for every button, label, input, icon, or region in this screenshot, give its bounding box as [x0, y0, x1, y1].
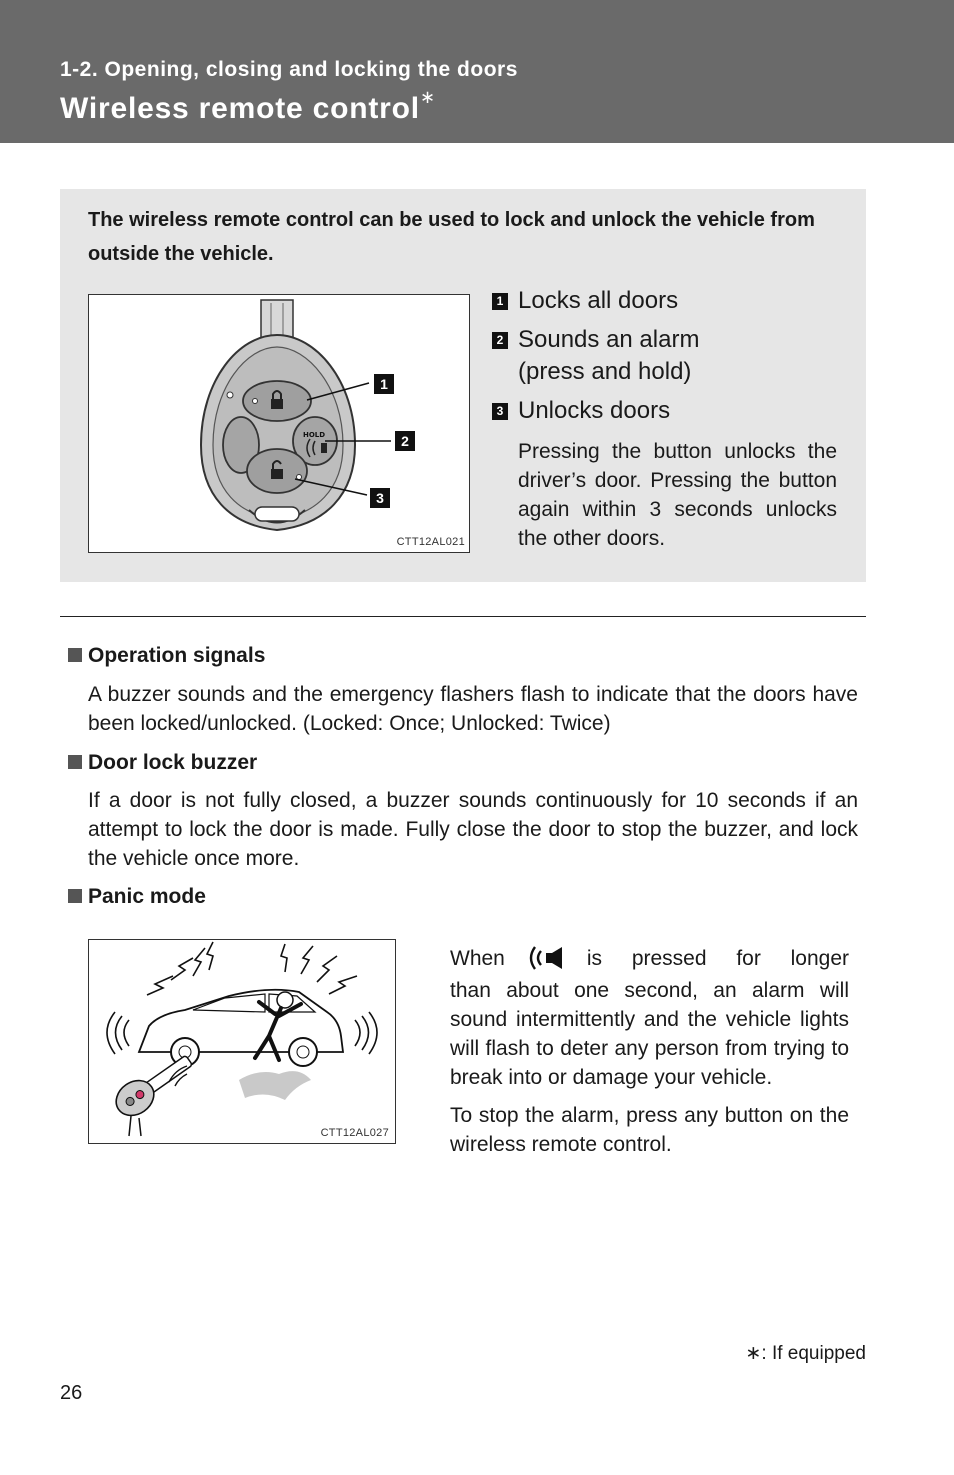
section-body: A buzzer sounds and the emergency flashers flash to indicate that the doors have been locked/unlocked. (Locked: Once; Unlocked: Twice) [88, 683, 858, 735]
panic-first-line [450, 940, 849, 976]
square-bullet-icon [68, 648, 82, 662]
section-heading-text: Operation signals [88, 644, 266, 667]
remote-control-illustration [89, 295, 469, 552]
after-icon-text [587, 944, 849, 973]
page-title [60, 87, 436, 126]
legend-number: 1 [492, 293, 508, 310]
footnote: ∗: If equipped [745, 1343, 866, 1364]
square-bullet-icon [68, 889, 82, 903]
when-word: When [450, 946, 505, 970]
callout-3: 3 [376, 490, 384, 506]
legend-label: Unlocks doors [518, 397, 671, 424]
section-heading-text: Panic mode [88, 885, 206, 908]
panic-alarm-icon [525, 943, 567, 973]
unlock-note: Pressing the button unlocks the driver’s door. Pressing the button again within 3 seconds unlocks the other doors. [518, 440, 837, 550]
legend-item [492, 395, 837, 427]
panic-mode-text [450, 940, 849, 1159]
legend [492, 285, 837, 553]
title-mark: ∗ [419, 87, 436, 107]
divider [60, 616, 866, 617]
intro-text: The wireless remote control can be used to lock and unlock the vehicle from outside the vehicle. [88, 209, 815, 265]
panic-body: than about one second, an alarm will sound intermittently and the vehicle lights will flash to deter any person from trying to break into or damage your vehicle. [450, 979, 849, 1089]
panic-mode-illustration [89, 940, 395, 1143]
legend-label: Locks all doors [518, 287, 679, 314]
section-heading [68, 885, 206, 909]
hold-label: HOLD [303, 431, 326, 439]
page-number: 26 [60, 1382, 83, 1404]
intro-box [60, 189, 866, 582]
callout-2: 2 [401, 433, 409, 449]
remote-control-figure [88, 294, 470, 553]
after-icon-words: is pressed for longer [586, 946, 849, 970]
section-heading [68, 751, 257, 775]
legend-label: Sounds an alarm [518, 326, 700, 353]
square-bullet-icon [68, 755, 82, 769]
panic-mode-figure [88, 939, 396, 1144]
legend-number: 3 [492, 403, 508, 420]
legend-item [492, 324, 837, 388]
legend-item [492, 285, 837, 317]
figure-code: CTT12AL027 [320, 1127, 389, 1139]
page-title-text: Wireless remote control [60, 92, 420, 125]
page-header [0, 0, 954, 143]
legend-label-sub: (press and hold) [518, 358, 692, 385]
figure-code: CTT12AL021 [396, 536, 465, 548]
section-heading [68, 644, 265, 668]
panic-stop-text: To stop the alarm, press any button on the wireless remote control. [450, 1104, 849, 1156]
section-label: 1-2. Opening, closing and locking the doors [60, 58, 518, 81]
section-body: If a door is not fully closed, a buzzer sounds continuously for 10 seconds if an attempt to lock the door is made. Fully close the door to stop the buzzer, and lock the vehicle once more. [88, 789, 858, 870]
section-heading-text: Door lock buzzer [88, 751, 258, 774]
legend-number: 2 [492, 332, 508, 349]
callout-1: 1 [380, 376, 388, 392]
